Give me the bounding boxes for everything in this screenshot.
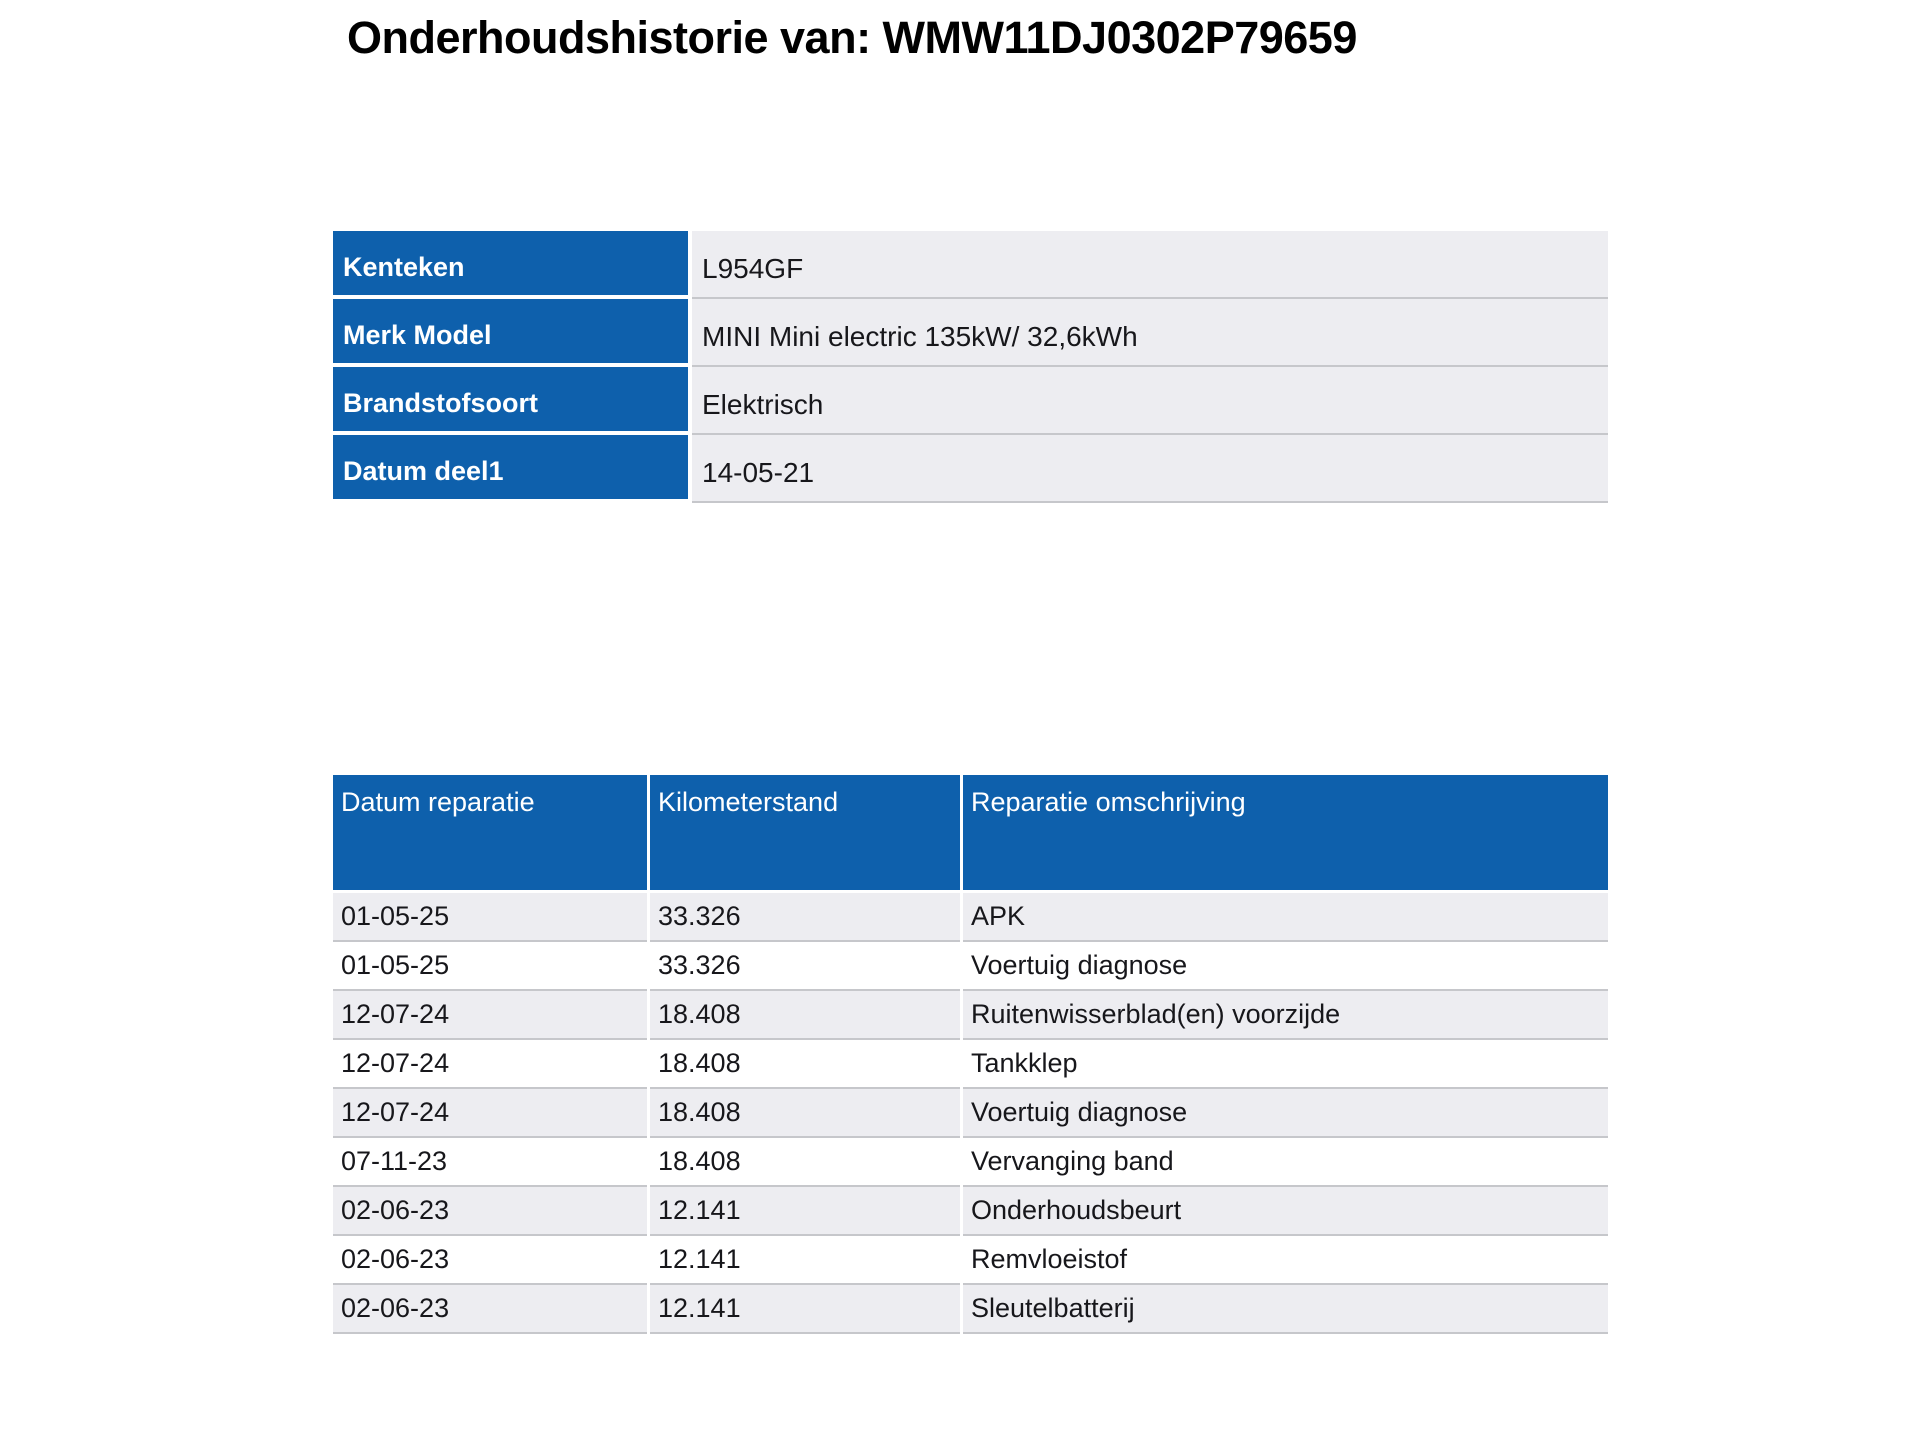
cell-datum-reparatie: 07-11-23 (333, 1138, 647, 1187)
table-row (333, 1138, 1608, 1187)
cell-datum-reparatie: 02-06-23 (333, 1285, 647, 1334)
cell-reparatie-omschrijving: Voertuig diagnose (963, 942, 1608, 991)
cell-kilometerstand: 18.408 (650, 1040, 960, 1089)
cell-reparatie-omschrijving: Sleutelbatterij (963, 1285, 1608, 1334)
table-row (333, 1285, 1608, 1334)
info-row-brandstofsoort (333, 367, 1608, 435)
cell-kilometerstand: 12.141 (650, 1236, 960, 1285)
cell-reparatie-omschrijving: APK (963, 893, 1608, 942)
cell-reparatie-omschrijving: Ruitenwisserblad(en) voorzijde (963, 991, 1608, 1040)
info-row-kenteken (333, 231, 1608, 299)
table-row (333, 942, 1608, 991)
info-label: Datum deel1 (333, 435, 688, 503)
info-label: Merk Model (333, 299, 688, 367)
info-label: Kenteken (333, 231, 688, 299)
cell-kilometerstand: 12.141 (650, 1187, 960, 1236)
table-row (333, 893, 1608, 942)
table-header-row (333, 775, 1608, 893)
cell-kilometerstand: 18.408 (650, 991, 960, 1040)
info-row-merk-model (333, 299, 1608, 367)
table-row (333, 1040, 1608, 1089)
cell-kilometerstand: 33.326 (650, 942, 960, 991)
cell-datum-reparatie: 12-07-24 (333, 1089, 647, 1138)
cell-datum-reparatie: 02-06-23 (333, 1236, 647, 1285)
info-value: Elektrisch (692, 367, 1608, 435)
repair-history-table (333, 775, 1608, 1334)
cell-kilometerstand: 12.141 (650, 1285, 960, 1334)
info-value: 14-05-21 (692, 435, 1608, 503)
table-row (333, 1187, 1608, 1236)
cell-datum-reparatie: 01-05-25 (333, 942, 647, 991)
vehicle-info-table (333, 231, 1608, 503)
cell-datum-reparatie: 12-07-24 (333, 991, 647, 1040)
cell-reparatie-omschrijving: Onderhoudsbeurt (963, 1187, 1608, 1236)
table-row (333, 991, 1608, 1040)
info-label: Brandstofsoort (333, 367, 688, 435)
cell-datum-reparatie: 02-06-23 (333, 1187, 647, 1236)
cell-reparatie-omschrijving: Tankklep (963, 1040, 1608, 1089)
cell-kilometerstand: 18.408 (650, 1089, 960, 1138)
page-title: Onderhoudshistorie van: WMW11DJ0302P79659 (347, 12, 1357, 63)
column-header-reparatie-omschrijving: Reparatie omschrijving (963, 775, 1608, 893)
table-row (333, 1089, 1608, 1138)
cell-reparatie-omschrijving: Voertuig diagnose (963, 1089, 1608, 1138)
info-value: L954GF (692, 231, 1608, 299)
info-row-datum-deel1 (333, 435, 1608, 503)
info-value: MINI Mini electric 135kW/ 32,6kWh (692, 299, 1608, 367)
cell-kilometerstand: 33.326 (650, 893, 960, 942)
cell-datum-reparatie: 01-05-25 (333, 893, 647, 942)
cell-kilometerstand: 18.408 (650, 1138, 960, 1187)
table-row (333, 1236, 1608, 1285)
column-header-datum-reparatie: Datum reparatie (333, 775, 647, 893)
cell-datum-reparatie: 12-07-24 (333, 1040, 647, 1089)
cell-reparatie-omschrijving: Vervanging band (963, 1138, 1608, 1187)
column-header-kilometerstand: Kilometerstand (650, 775, 960, 893)
cell-reparatie-omschrijving: Remvloeistof (963, 1236, 1608, 1285)
